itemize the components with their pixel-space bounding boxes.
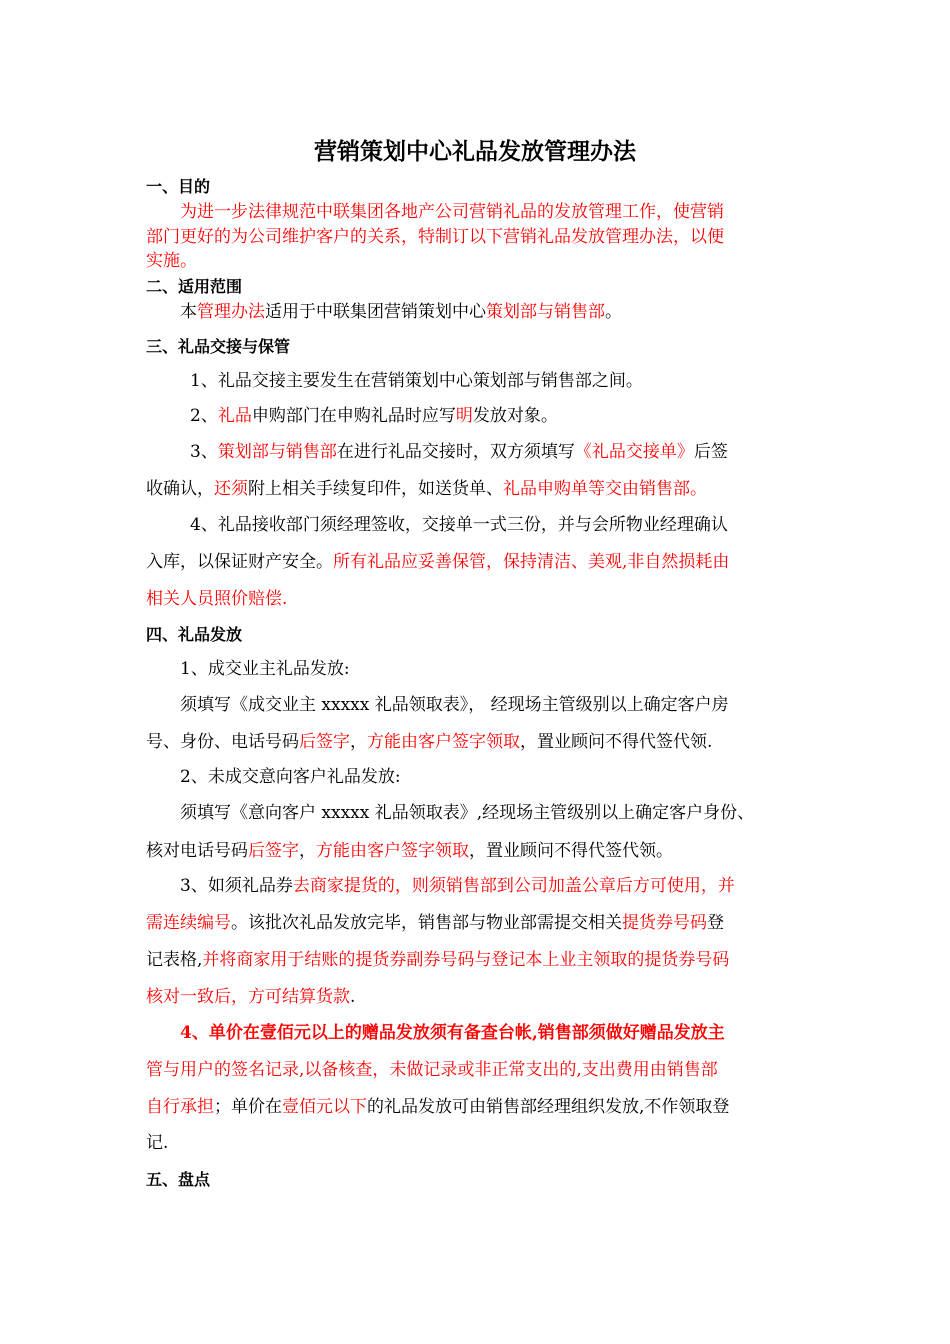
s4-l3d: 的礼品发放可由销售部经理组织发放,不作领取登 bbox=[367, 1097, 730, 1117]
item3-i: 礼品申购单等交由销售部。 bbox=[503, 479, 707, 499]
section4-sub2-title: 2、未成交意向客户礼品发放: bbox=[180, 767, 401, 787]
s2-l2a: 核对电话号码 bbox=[146, 841, 248, 861]
section2-text-3: 适用于中联集团营销策划中心 bbox=[265, 302, 486, 322]
item3-a: 3、 bbox=[190, 442, 218, 462]
s2-l2e: ，置业顾问不得代签代领。 bbox=[469, 841, 673, 861]
section4-sub4-line4: 记. bbox=[146, 1133, 169, 1153]
s3-l2d: 登 bbox=[707, 913, 724, 933]
item2-c: 申购部门在申购礼品时应写 bbox=[251, 406, 456, 426]
section3-item3-line2 bbox=[146, 478, 814, 500]
item2-b: 礼品 bbox=[217, 406, 252, 426]
section3-item2 bbox=[190, 405, 858, 427]
section3-heading: 三、礼品交接与保管 bbox=[146, 337, 291, 356]
section4-sub3-line3 bbox=[146, 949, 814, 971]
s1-l2a: 号、身份、电话号码 bbox=[146, 732, 299, 752]
item3-d: 《礼品交接单》 bbox=[574, 442, 694, 462]
s3-l2b: 。该批次礼品发放完毕，销售部与物业部需提交相关 bbox=[231, 913, 622, 933]
section3-item4-line1: 4、礼品接收部门须经理签收，交接单一式三份，并与会所物业经理确认 bbox=[190, 515, 728, 535]
section2-text-4: 策划部与销售部 bbox=[486, 302, 605, 322]
s3-l1b: 去商家提货的，则须销售部到公司加盖公章后方可使用，并 bbox=[292, 876, 735, 896]
item2-a: 2、 bbox=[190, 406, 218, 426]
s3-l1a: 3、如须礼品券 bbox=[180, 876, 293, 896]
s1-l2e: ，置业顾问不得代签代领. bbox=[520, 732, 713, 752]
section4-sub1-title: 1、成交业主礼品发放: bbox=[180, 659, 350, 679]
s2-l2c: ， bbox=[299, 841, 316, 861]
section2-heading: 二、适用范围 bbox=[146, 277, 243, 296]
section2-text-2: 管理办法 bbox=[197, 302, 265, 322]
section3-item1: 1、礼品交接主要发生在营销策划中心策划部与销售部之间。 bbox=[190, 371, 643, 391]
s4-l3c: 壹佰元以下 bbox=[282, 1097, 367, 1117]
section4-heading: 四、礼品发放 bbox=[146, 625, 243, 644]
s1-l2d: 方能由客户签字领取 bbox=[367, 732, 520, 752]
section1-heading: 一、目的 bbox=[146, 177, 211, 196]
section3-item4-line3: 相关人员照价赔偿. bbox=[146, 589, 288, 609]
item3-b: 策划部与销售部 bbox=[217, 442, 337, 462]
item2-e: 发放对象。 bbox=[472, 406, 558, 426]
s3-l2c: 提货券号码 bbox=[622, 913, 707, 933]
section4-sub4-line3 bbox=[146, 1096, 814, 1118]
item3-f: 收确认， bbox=[146, 479, 214, 499]
section1-line3: 实施。 bbox=[146, 251, 197, 271]
item3-c: 在进行礼品交接时，双方须填写 bbox=[336, 442, 575, 462]
section2-text-1: 本 bbox=[180, 302, 197, 322]
section1-line2: 部门更好的为公司维护客户的关系，特制订以下营销礼品发放管理办法，以便 bbox=[146, 227, 724, 247]
s4-l3a: 自行承担 bbox=[146, 1097, 214, 1117]
section3-item3-line1 bbox=[190, 441, 858, 463]
s2-l2b: 后签字 bbox=[248, 841, 299, 861]
section4-sub4-line1: 4、单价在壹佰元以上的赠品发放须有备查台帐,销售部须做好赠品发放主 bbox=[180, 1023, 725, 1043]
s3-l2a: 需连续编号 bbox=[146, 913, 231, 933]
s3-l3a: 记表格, bbox=[146, 950, 203, 970]
section1-line1: 为进一步法律规范中联集团各地产公司营销礼品的发放管理工作，使营销 bbox=[180, 202, 724, 222]
section2-text-5: 。 bbox=[605, 302, 622, 322]
section3-item4-line2 bbox=[146, 551, 814, 573]
section4-sub3-line4 bbox=[146, 986, 814, 1008]
item3-e: 后签 bbox=[693, 442, 728, 462]
s3-l3b: 并将商家用于结账的提货券副券号码与登记本上业主领取的提货券号码 bbox=[202, 950, 730, 970]
section4-sub2-line1: 须填写《意向客户 xxxxx 礼品领取表》,经现场主管级别以上确定客户身份、 bbox=[180, 803, 755, 823]
s3-l4a: 核对一致后，方可结算货款 bbox=[146, 987, 350, 1007]
document-title: 营销策划中心礼品发放管理办法 bbox=[314, 139, 636, 165]
s3-l4b: . bbox=[350, 987, 356, 1007]
item3-h: 附上相关手续复印件，如送货单、 bbox=[248, 479, 503, 499]
item2-d: 明 bbox=[455, 406, 473, 426]
s1-l2b: 后签字 bbox=[299, 732, 350, 752]
section4-sub4-line2: 管与用户的签名记录,以备核查，未做记录或非正常支出的,支出费用由销售部 bbox=[146, 1060, 718, 1080]
item4-c: 所有礼品应妥善保管，保持清洁、美观,非自然损耗由 bbox=[333, 552, 730, 572]
item3-g: 还须 bbox=[214, 479, 248, 499]
item4-b: 入库，以保证财产安全。 bbox=[146, 552, 333, 572]
s2-l2d: 方能由客户签字领取 bbox=[316, 841, 469, 861]
s1-l2c: ， bbox=[350, 732, 367, 752]
s4-l3b: ；单价在 bbox=[214, 1097, 282, 1117]
section4-sub2-line2 bbox=[146, 840, 814, 862]
section4-sub3-line1 bbox=[180, 875, 848, 897]
section4-sub3-line2 bbox=[146, 912, 814, 934]
section2-paragraph bbox=[180, 301, 848, 323]
section4-sub1-line2 bbox=[146, 731, 814, 753]
section4-sub1-line1: 须填写《成交业主 xxxxx 礼品领取表》， 经现场主管级别以上确定客户房 bbox=[180, 695, 729, 715]
section5-heading: 五、盘点 bbox=[146, 1170, 211, 1189]
